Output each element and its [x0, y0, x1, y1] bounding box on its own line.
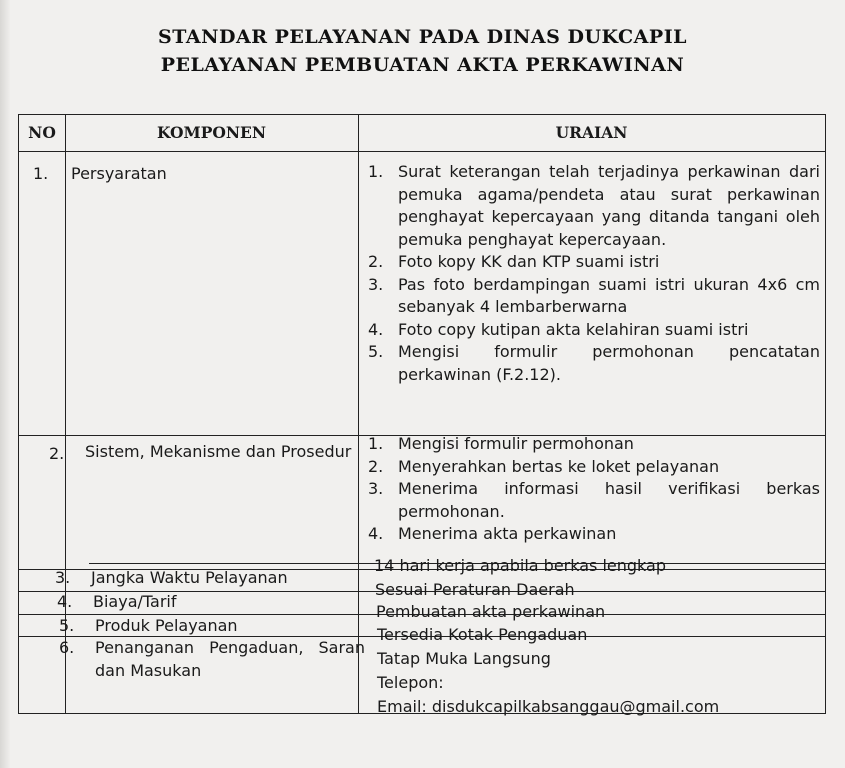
list-item: 4. Menerima akta perkawinan: [368, 524, 617, 543]
complaint-channel-box: Tersedia Kotak Pengaduan: [377, 625, 588, 644]
row-6-komponen: Penanganan Pengaduan, Saran dan Masukan: [95, 638, 365, 680]
list-item: 4. Foto copy kutipan akta kelahiran suami istri: [368, 319, 749, 339]
row-1-uraian-list: [368, 161, 820, 386]
email-value: disdukcapilkabsanggau@gmail.com: [431, 697, 720, 716]
complaint-channel-phone: Telepon:: [377, 673, 444, 692]
list-item: 5. Mengisi formulir permohonan pencatatan perkawinan (F.2.12).: [368, 342, 820, 384]
row-1-no: 1.: [33, 164, 49, 183]
row-1-komponen: Persyaratan: [71, 164, 167, 183]
col-divider-komponen: [358, 115, 359, 713]
header-divider: [19, 151, 825, 152]
list-item: 1. Mengisi formulir permohonan: [368, 434, 634, 453]
document-title-line-2: PELAYANAN PEMBUATAN AKTA PERKAWINAN: [160, 54, 685, 76]
row-5-no: 5.: [59, 616, 75, 635]
row-4-uraian: Sesuai Peraturan Daerah: [375, 580, 575, 599]
header-uraian: URAIAN: [555, 123, 628, 142]
list-item: 2. Foto kopy KK dan KTP suami istri: [368, 252, 660, 271]
email-label: Email:: [377, 697, 427, 716]
row-6-no: 6.: [59, 638, 75, 657]
row-3-komponen: Jangka Waktu Pelayanan: [91, 568, 288, 587]
row-6-uraian: [377, 623, 719, 719]
row-2-uraian-list: [368, 433, 820, 546]
page-binding-edge: [0, 0, 10, 768]
document-title-line-1: STANDAR PELAYANAN PADA DINAS DUKCAPIL: [158, 26, 687, 48]
list-item: 2. Menyerahkan bertas ke loket pelayanan: [368, 456, 720, 476]
row-5-komponen: Produk Pelayanan: [95, 616, 238, 635]
list-item: 1. Surat keterangan telah terjadinya perkawinan dari pemuka agama/pendeta atau surat perkawinan penghayat kepercayaan yang ditanda tangani oleh pemuka penghayat kepercayaan.: [368, 162, 820, 249]
row-5-uraian: Pembuatan akta perkawinan: [376, 602, 606, 621]
list-item: 3. Menerima informasi hasil verifikasi berkas permohonan.: [368, 479, 820, 521]
service-standard-table: [18, 114, 826, 714]
row-2-komponen: Sistem, Mekanisme dan Prosedur: [85, 442, 352, 461]
list-item: 3. Pas foto berdampingan suami istri ukuran 4x6 cm sebanyak 4 lembarberwarna: [368, 274, 820, 316]
complaint-channel-face: Tatap Muka Langsung: [377, 649, 551, 668]
row-4-komponen: Biaya/Tarif: [93, 592, 177, 611]
row-3-uraian: 14 hari kerja apabila berkas lengkap: [374, 556, 666, 575]
header-no: NO: [28, 123, 56, 142]
row-2-no: 2.: [49, 444, 65, 463]
header-komponen: KOMPONEN: [156, 123, 267, 142]
row-4-no: 4.: [57, 592, 73, 611]
complaint-channel-email: [377, 695, 719, 719]
row-3-no: 3.: [55, 568, 71, 587]
